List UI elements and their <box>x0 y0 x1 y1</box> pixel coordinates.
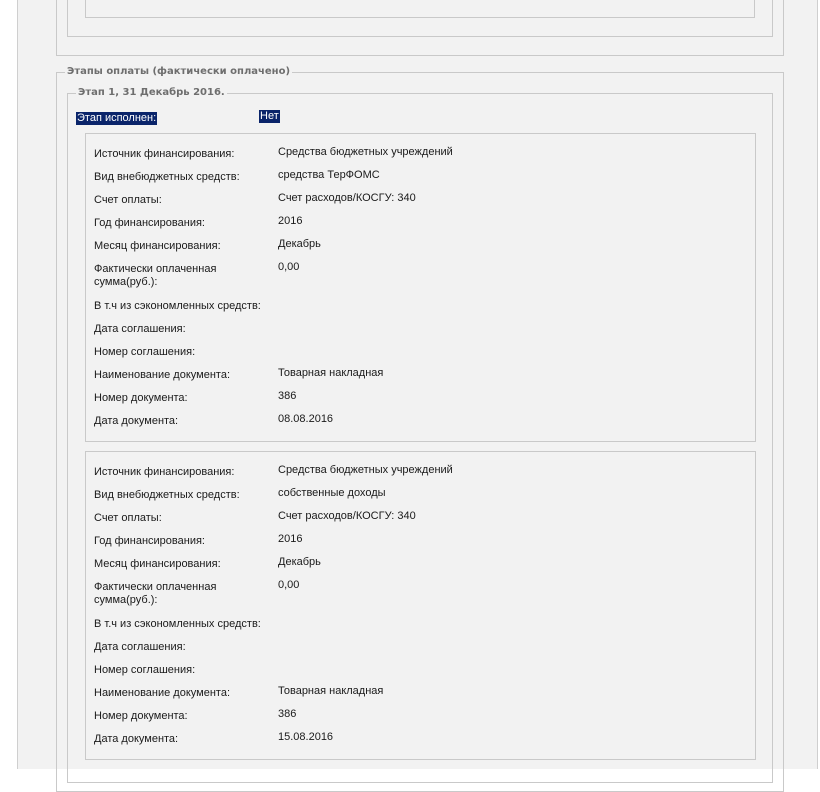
field-value: средства ТерФОМС <box>278 169 380 181</box>
field-value: Декабрь <box>278 238 321 250</box>
field-value: 386 <box>278 708 297 720</box>
field-label: Дата документа: <box>94 415 179 427</box>
field-value: Декабрь <box>278 556 321 568</box>
field-label: Месяц финансирования: <box>94 240 221 252</box>
field-label: Номер документа: <box>94 710 188 722</box>
field-value: Товарная накладная <box>278 367 384 379</box>
field-label: Вид внебюджетных средств: <box>94 171 240 183</box>
field-label: Фактически оплаченная сумма(руб.): <box>94 581 217 606</box>
payment-record-card <box>85 133 756 442</box>
field-label: Номер соглашения: <box>94 346 196 358</box>
field-value: 15.08.2016 <box>278 731 334 743</box>
payment-stages-legend: Этапы оплаты (фактически оплачено) <box>67 66 291 77</box>
field-label: Наименование документа: <box>94 687 231 699</box>
field-label: Дата соглашения: <box>94 641 186 653</box>
field-label: В т.ч из сэкономленных средств: <box>94 618 261 630</box>
field-label: Источник финансирования: <box>94 148 235 160</box>
previous-section-inner <box>85 0 755 18</box>
field-value: Счет расходов/КОСГУ: 340 <box>278 192 416 204</box>
field-value: 0,00 <box>278 261 300 273</box>
field-label: Наименование документа: <box>94 369 231 381</box>
field-value: собственные доходы <box>278 487 386 499</box>
stage-completed-label: Этап исполнен: <box>77 112 157 124</box>
stage-legend: Этап 1, 31 Декабрь 2016. <box>78 87 225 98</box>
field-value: 0,00 <box>278 579 300 591</box>
stage-completed-value: Нет <box>260 110 279 122</box>
field-label: Дата документа: <box>94 733 179 745</box>
previous-section-fragment <box>95 0 103 2</box>
payment-record-card <box>85 451 756 760</box>
field-label: Источник финансирования: <box>94 466 235 478</box>
field-label: В т.ч из сэкономленных средств: <box>94 300 261 312</box>
field-value: Средства бюджетных учреждений <box>278 464 453 476</box>
field-label: Номер соглашения: <box>94 664 196 676</box>
field-value: 2016 <box>278 533 303 545</box>
field-label: Счет оплаты: <box>94 194 162 206</box>
field-value: 386 <box>278 390 297 402</box>
field-label: Фактически оплаченная сумма(руб.): <box>94 263 217 288</box>
field-label: Номер документа: <box>94 392 188 404</box>
field-label: Год финансирования: <box>94 535 205 547</box>
field-value: Счет расходов/КОСГУ: 340 <box>278 510 416 522</box>
page-content <box>17 0 818 769</box>
field-label: Вид внебюджетных средств: <box>94 489 240 501</box>
field-value: 08.08.2016 <box>278 413 334 425</box>
field-label: Месяц финансирования: <box>94 558 221 570</box>
field-label: Дата соглашения: <box>94 323 186 335</box>
field-value: Средства бюджетных учреждений <box>278 146 453 158</box>
field-label: Год финансирования: <box>94 217 205 229</box>
field-label: Счет оплаты: <box>94 512 162 524</box>
field-value: 2016 <box>278 215 303 227</box>
field-value: Товарная накладная <box>278 685 384 697</box>
